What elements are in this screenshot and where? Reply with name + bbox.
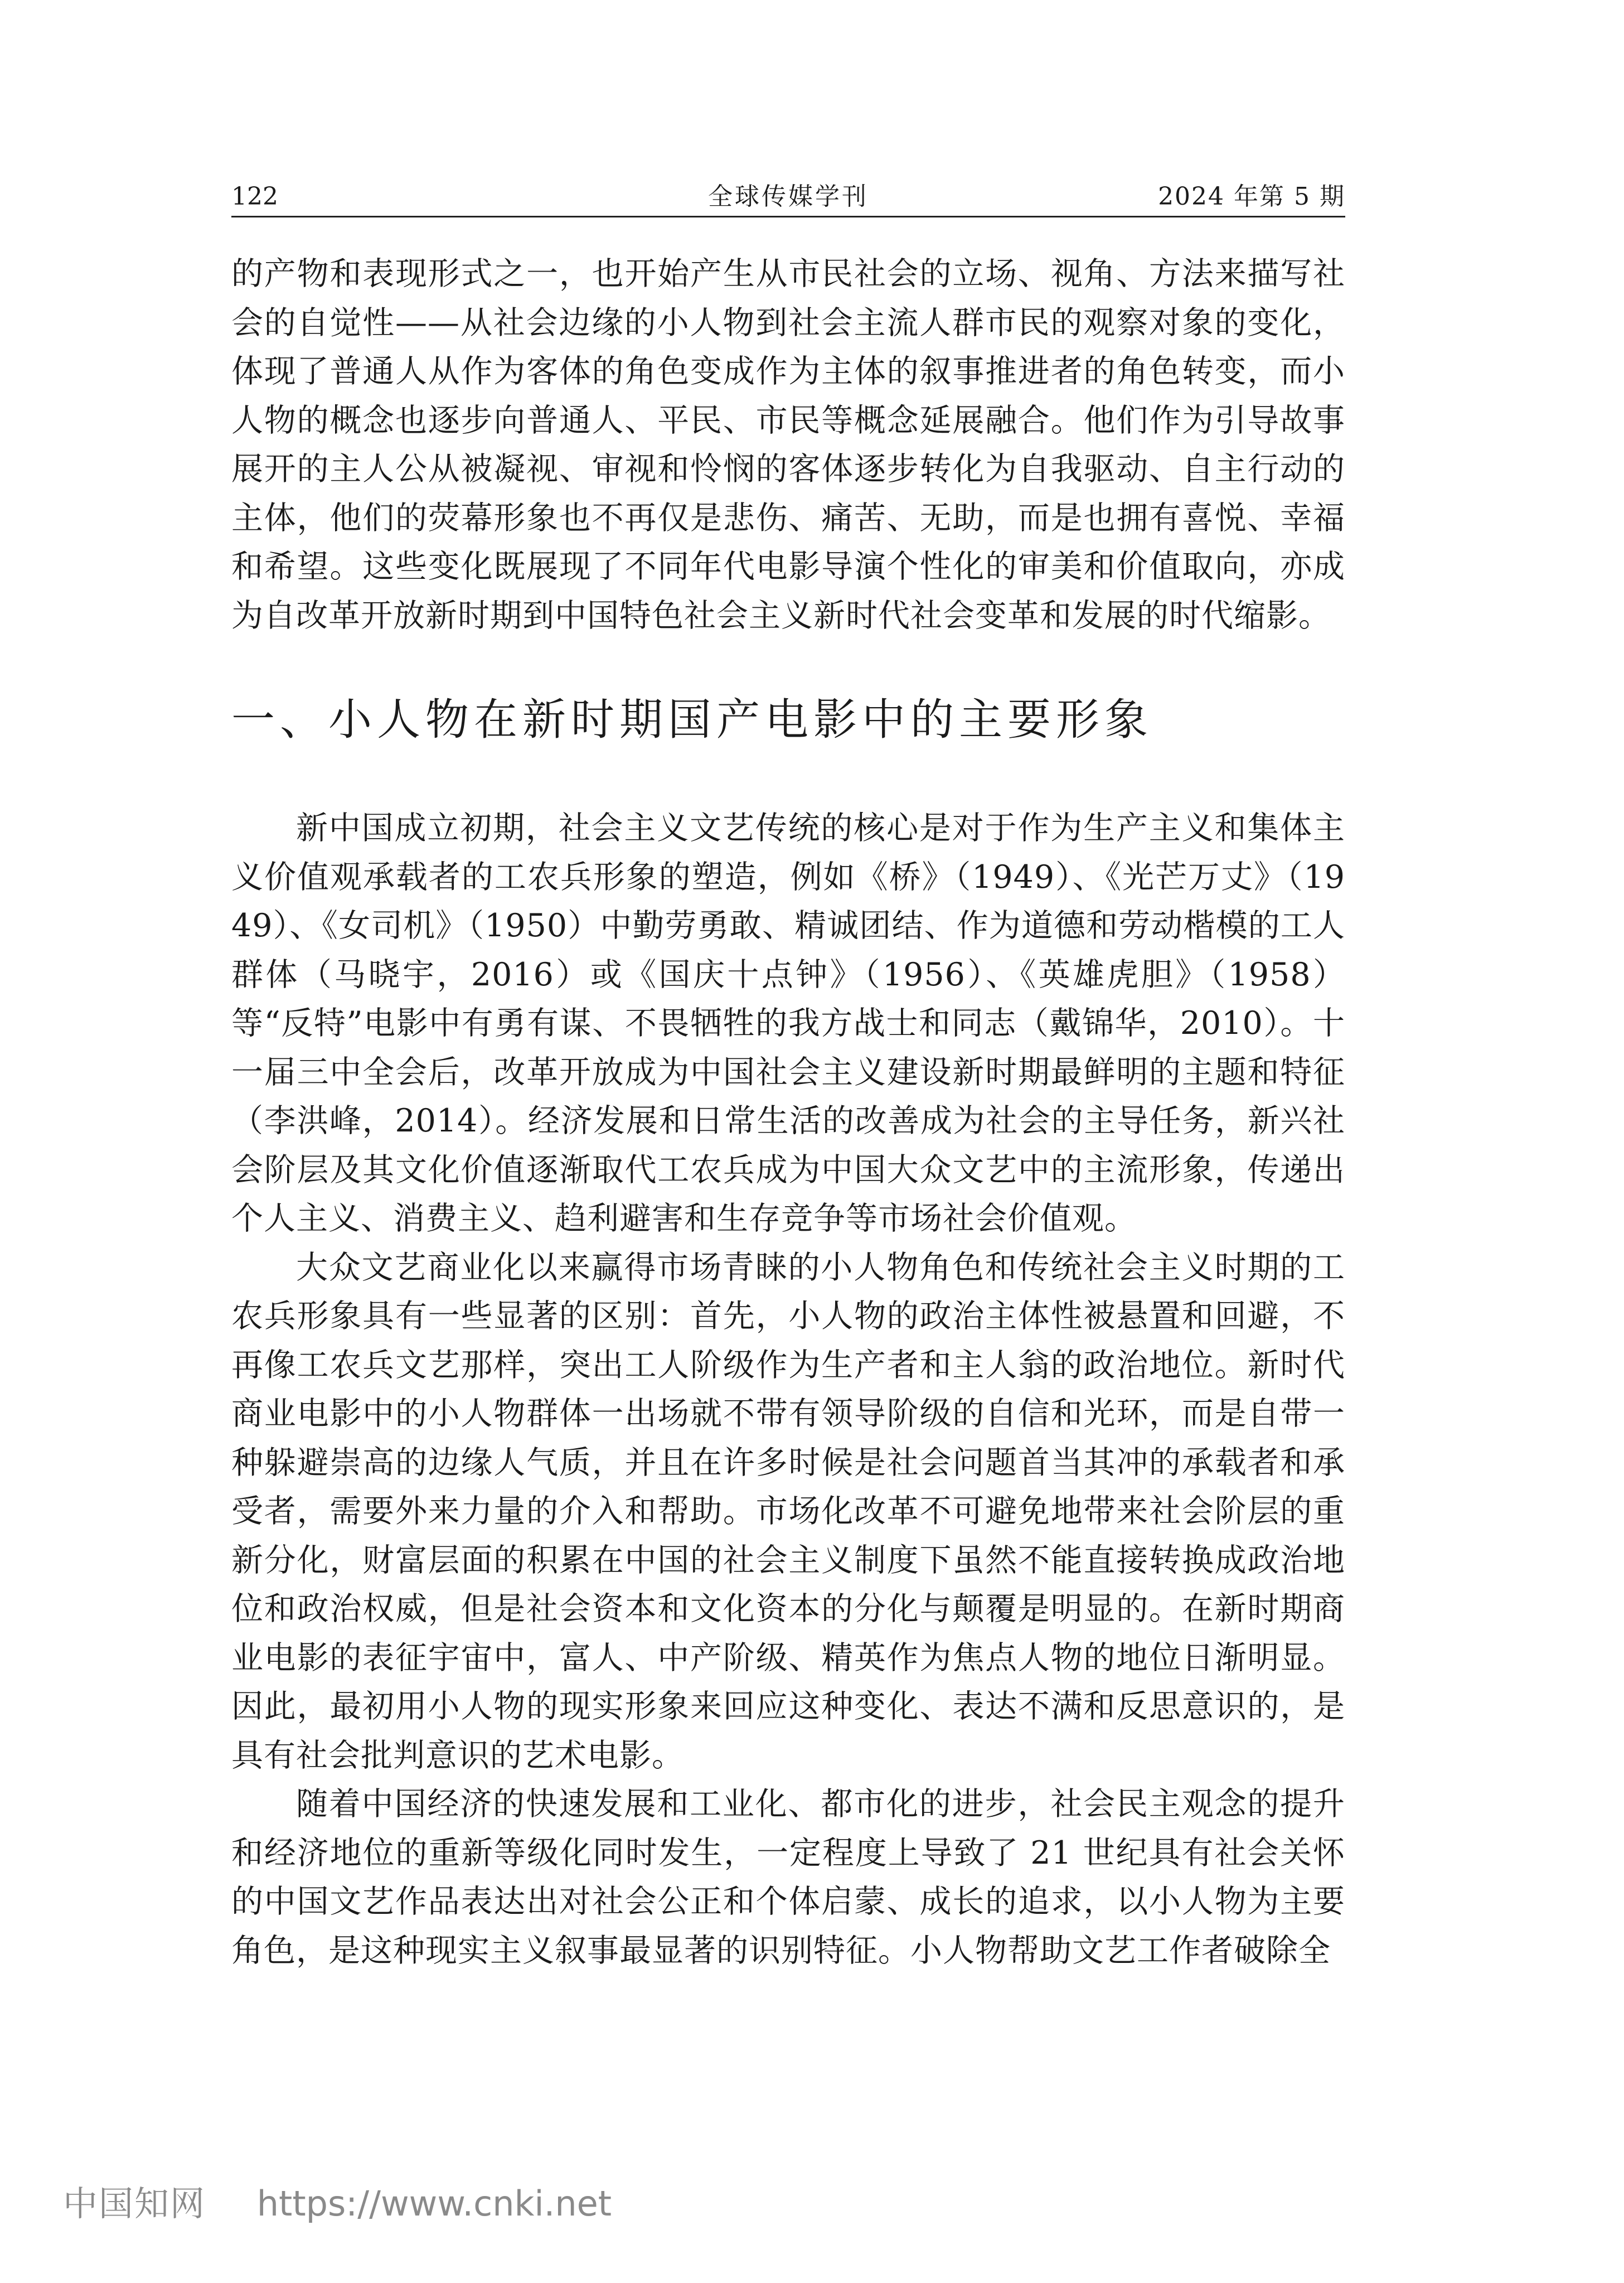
journal-name: 全球传媒学刊 [708,182,869,211]
running-header [231,177,1345,216]
section-heading: 一、小人物在新时期国产电影中的主要形象 [231,695,1153,745]
site-name: 中国知网 [63,2183,206,2224]
body-paragraph: 大众文艺商业化以来赢得市场青睐的小人物角色和传统社会主义时期的工农兵形象具有一些显著的区别：首先，小人物的政治主体性被悬置和回避，不再像工农兵文艺那样，突出工人阶级作为生产者和主人翁的政治地位。新时代商业电影中的小人物群体一出场就不带有领导阶级的自信和光环，而是自带一种躲避崇高的边缘人气质，并且在许多时候是社会问题首当其冲的承载者和承受者，需要外来力量的介入和帮助。市场化改革不可避免地带来社会阶层的重新分化，财富层面的积累在中国的社会主义制度下虽然不能直接转换成政治地位和政治权威，但是社会资本和文化资本的分化与颠覆是明显的。在新时期商业电影的表征宇宙中，富人、中产阶级、精英作为焦点人物的地位日渐明显。因此，最初用小人物的现实形象来回应这种变化、表达不满和反思意识的，是具有社会批判意识的艺术电影。 [231,1249,1345,1774]
page-number: 122 [231,182,278,211]
intro-paragraph: 的产物和表现形式之一，也开始产生从市民社会的立场、视角、方法来描写社会的自觉性——从社会边缘的小人物到社会主流人群市民的观察对象的变化，体现了普通人从作为客体的角色变成作为主体的叙事推进者的角色转变，而小人物的概念也逐步向普通人、平民、市民等概念延展融合。他们作为引导故事展开的主人公从被凝视、审视和怜悯的客体逐步转化为自我驱动、自主行动的主体，他们的荧幕形象也不再仅是悲伤、痛苦、无助，而是也拥有喜悦、幸福和希望。这些变化既展现了不同年代电影导演个性化的审美和价值取向，亦成为自改革开放新时期到中国特色社会主义新时代社会变革和发展的时代缩影。 [231,255,1345,634]
body-paragraph: 新中国成立初期，社会主义文艺传统的核心是对于作为生产主义和集体主义价值观承载者的工农兵形象的塑造，例如《桥》（1949）、《光芒万丈》（1949）、《女司机》（1950）中勤劳勇敢、精诚团结、作为道德和劳动楷模的工人群体（马晓宇，2016）或《国庆十点钟》（1956）、《英雄虎胆》（1958）等“反特”电影中有勇有谋、不畏牺牲的我方战士和同志（戴锦华，2010）。十一届三中全会后，改革开放成为中国社会主义建设新时期最鲜明的主题和特征（李洪峰，2014）。经济发展和日常生活的改善成为社会的主导任务，新兴社会阶层及其文化价值逐渐取代工农兵成为中国大众文艺中的主流形象，传递出个人主义、消费主义、趋利避害和生存竞争等市场社会价值观。 [231,810,1345,1237]
cnki-watermark [63,2182,612,2226]
site-url: https://www.cnki.net [256,2183,612,2224]
article-body [231,250,1345,1975]
header-rule [231,216,1345,217]
issue-label: 2024 年第 5 期 [1158,182,1345,211]
body-paragraph: 随着中国经济的快速发展和工业化、都市化的进步，社会民主观念的提升和经济地位的重新等级化同时发生，一定程度上导致了 21 世纪具有社会关怀的中国文艺作品表达出对社会公正和个体启蒙、成长的追求，以小人物为主要角色，是这种现实主义叙事最显著的识别特征。小人物帮助文艺工作者破除全 [231,1786,1345,1969]
